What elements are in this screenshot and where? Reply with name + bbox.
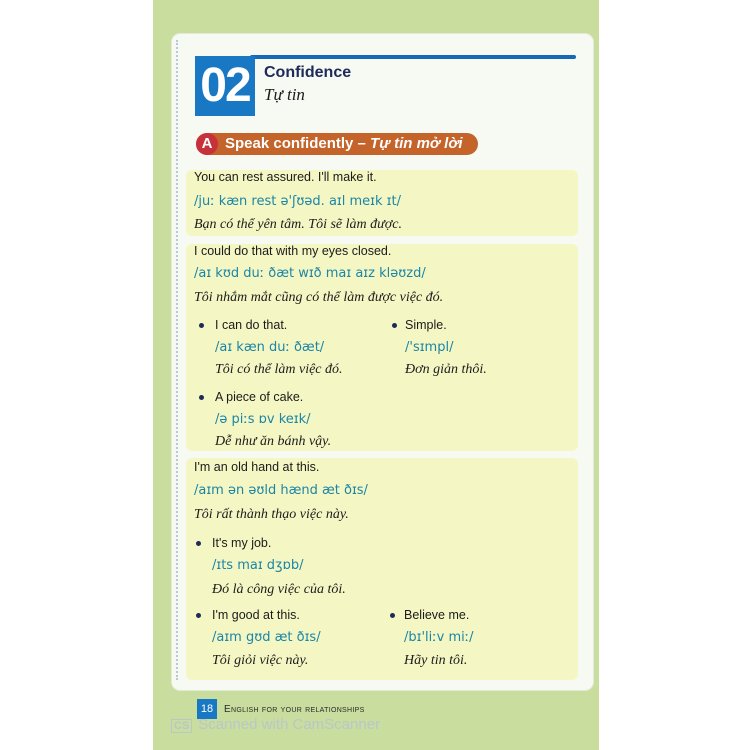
phrase-en: I'm an old hand at this. — [194, 460, 320, 474]
spiral-binding — [176, 40, 182, 680]
bullet-icon — [199, 323, 204, 328]
bullet-icon — [196, 541, 201, 546]
section-letter: A — [196, 133, 218, 155]
bullet-ipa: /aɪ kæn duː ðæt/ — [215, 340, 325, 355]
bullet-en: I'm good at this. — [212, 608, 300, 622]
phrase-en: You can rest assured. I'll make it. — [194, 170, 377, 184]
phrase-ipa: /aɪ kʊd duː ðæt wɪð maɪ aɪz kləʊzd/ — [194, 266, 426, 281]
phrase-en: I could do that with my eyes closed. — [194, 244, 392, 258]
bullet-ipa: /aɪm gʊd æt ðɪs/ — [212, 630, 321, 645]
bullet-en: I can do that. — [215, 318, 288, 332]
bullet-ipa: /'sɪmpl/ — [405, 340, 454, 355]
phrase-vn: Tôi nhắm mắt cũng có thể làm được việc đó. — [194, 290, 444, 305]
section-banner — [196, 133, 478, 155]
bullet-ipa: /bɪ'liːv miː/ — [404, 630, 474, 645]
bullet-icon — [392, 323, 397, 328]
bullet-vn: Đơn giản thôi. — [405, 362, 487, 377]
lesson-title: Confidence — [264, 64, 352, 81]
bullet-icon — [196, 613, 201, 618]
bullet-vn: Tôi giỏi việc này. — [212, 653, 309, 668]
phrase-ipa: /juː kæn rest ə'ʃʊəd. aɪl meɪk ɪt/ — [194, 194, 401, 209]
header-rule — [250, 55, 576, 59]
section-title: Speak confidently – — [225, 135, 371, 152]
bullet-en: Believe me. — [404, 608, 470, 622]
camscanner-watermark — [171, 716, 380, 733]
phrase-ipa: /aɪm ən əʊld hænd æt ðɪs/ — [194, 483, 368, 498]
bullet-vn: Hãy tin tôi. — [404, 653, 468, 668]
bullet-icon — [199, 395, 204, 400]
phrase-vn: Bạn có thể yên tâm. Tôi sẽ làm được. — [194, 217, 402, 232]
lesson-title-vn: Tự tin — [264, 85, 305, 104]
bullet-ipa: /ɪts maɪ dʒɒb/ — [212, 558, 304, 573]
bullet-en: It's my job. — [212, 536, 272, 550]
watermark-text: Scanned with CamScanner — [198, 716, 381, 733]
bullet-vn: Dễ như ăn bánh vậy. — [215, 434, 332, 449]
bullet-ipa: /ə piːs ɒv keɪk/ — [215, 412, 311, 427]
bullet-en: A piece of cake. — [215, 390, 304, 404]
page-number: 18 — [197, 699, 217, 719]
bullet-vn: Đó là công việc của tôi. — [212, 582, 346, 597]
phrase-vn: Tôi rất thành thạo việc này. — [194, 507, 349, 522]
book-title: English for your relationships — [224, 704, 365, 715]
bullet-icon — [390, 613, 395, 618]
lesson-number: 02 — [195, 56, 255, 116]
section-title-vn: Tự tin mở lời — [370, 135, 463, 152]
bullet-vn: Tôi có thể làm việc đó. — [215, 362, 343, 377]
camscanner-logo-icon: CS — [171, 719, 192, 733]
bullet-en: Simple. — [405, 318, 447, 332]
